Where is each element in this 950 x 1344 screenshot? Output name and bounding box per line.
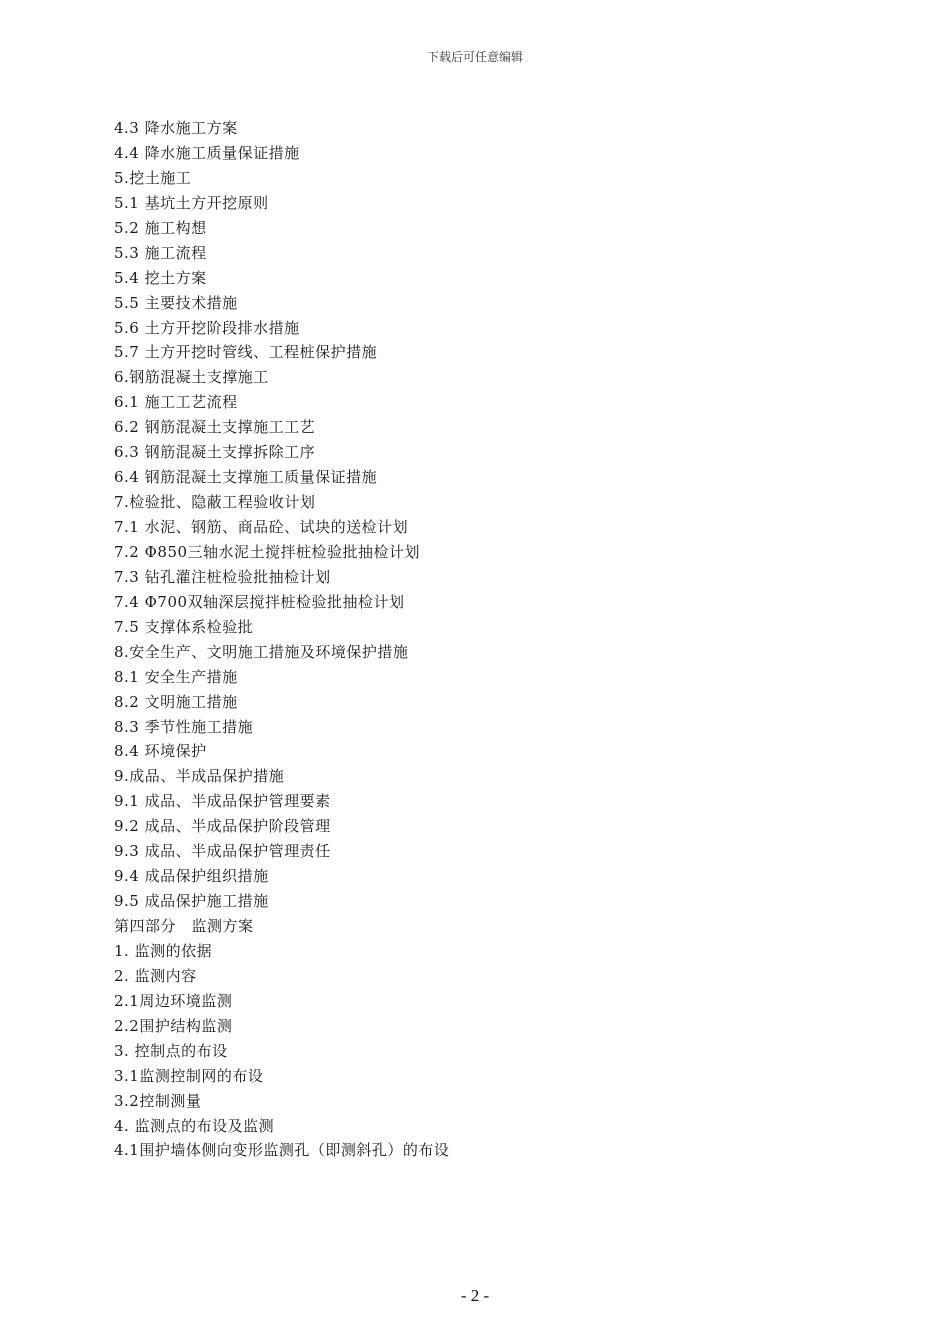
toc-entry: 8.2 文明施工措施: [114, 692, 238, 711]
toc-entry: 2.1周边环境监测: [114, 991, 233, 1010]
toc-entry: 5.3 施工流程: [114, 243, 207, 262]
toc-entry: 5.1 基坑土方开挖原则: [114, 193, 269, 212]
toc-entry: 9.3 成品、半成品保护管理责任: [114, 842, 331, 861]
toc-entry: 9.4 成品保护组织措施: [114, 867, 269, 886]
toc-entry: 2. 监测内容: [114, 966, 197, 985]
toc-entry: 9.5 成品保护施工措施: [114, 892, 269, 911]
table-of-contents: [114, 116, 834, 1163]
toc-entry: 第四部分 监测方案: [114, 917, 254, 935]
header-note: 下载后可任意编辑: [426, 50, 523, 64]
toc-entry: 7.5 支撑体系检验批: [114, 617, 254, 636]
toc-entry: 5.7 土方开挖时管线、工程桩保护措施: [114, 343, 378, 362]
toc-entry: 5.4 挖土方案: [114, 268, 207, 287]
toc-entry: 3.1监测控制网的布设: [114, 1066, 264, 1085]
toc-entry: 3. 控制点的布设: [114, 1041, 228, 1060]
toc-entry: 6.3 钢筋混凝土支撑拆除工序: [114, 443, 316, 462]
toc-entry: 6.4 钢筋混凝土支撑施工质量保证措施: [114, 468, 378, 487]
toc-entry: 5.6 土方开挖阶段排水措施: [114, 318, 300, 337]
toc-entry: 5.5 主要技术措施: [114, 293, 238, 312]
toc-entry: 6.1 施工工艺流程: [114, 393, 238, 412]
toc-entry: 8.1 安全生产措施: [114, 667, 238, 686]
toc-entry: 7.1 水泥、钢筋、商品砼、试块的送检计划: [114, 518, 409, 536]
toc-entry: 4.4 降水施工质量保证措施: [114, 143, 300, 162]
toc-entry: 5.2 施工构想: [114, 218, 207, 237]
toc-entry: 6.钢筋混凝土支撑施工: [114, 368, 269, 387]
toc-entry: 9.2 成品、半成品保护阶段管理: [114, 817, 331, 836]
toc-entry: 7.检验批、隐蔽工程验收计划: [114, 493, 316, 512]
toc-entry: 7.2 Φ850三轴水泥土搅拌桩检验批抽检计划: [114, 542, 421, 561]
toc-entry: 2.2围护结构监测: [114, 1016, 233, 1035]
toc-entry: 1. 监测的依据: [114, 941, 213, 960]
toc-entry: 5.挖土施工: [114, 168, 192, 187]
toc-entry: 8.安全生产、文明施工措施及环境保护措施: [114, 642, 409, 661]
page-number: - 2 -: [460, 1286, 490, 1305]
toc-entry: 9.1 成品、半成品保护管理要素: [114, 792, 331, 811]
toc-entry: 4.1围护墙体侧向变形监测孔（即测斜孔）的布设: [114, 1141, 450, 1160]
toc-entry: 8.3 季节性施工措施: [114, 717, 254, 736]
toc-entry: 6.2 钢筋混凝土支撑施工工艺: [114, 418, 316, 437]
toc-entry: 4. 监测点的布设及监测: [114, 1116, 275, 1135]
toc-entry: 9.成品、半成品保护措施: [114, 767, 285, 786]
toc-entry: 4.3 降水施工方案: [114, 119, 238, 137]
toc-entry: 7.4 Φ700双轴深层搅拌桩检验批抽检计划: [114, 592, 405, 611]
toc-entry: 8.4 环境保护: [114, 742, 207, 761]
toc-entry: 7.3 钻孔灌注桩检验批抽检计划: [114, 567, 331, 586]
toc-entry: 3.2控制测量: [114, 1091, 202, 1110]
